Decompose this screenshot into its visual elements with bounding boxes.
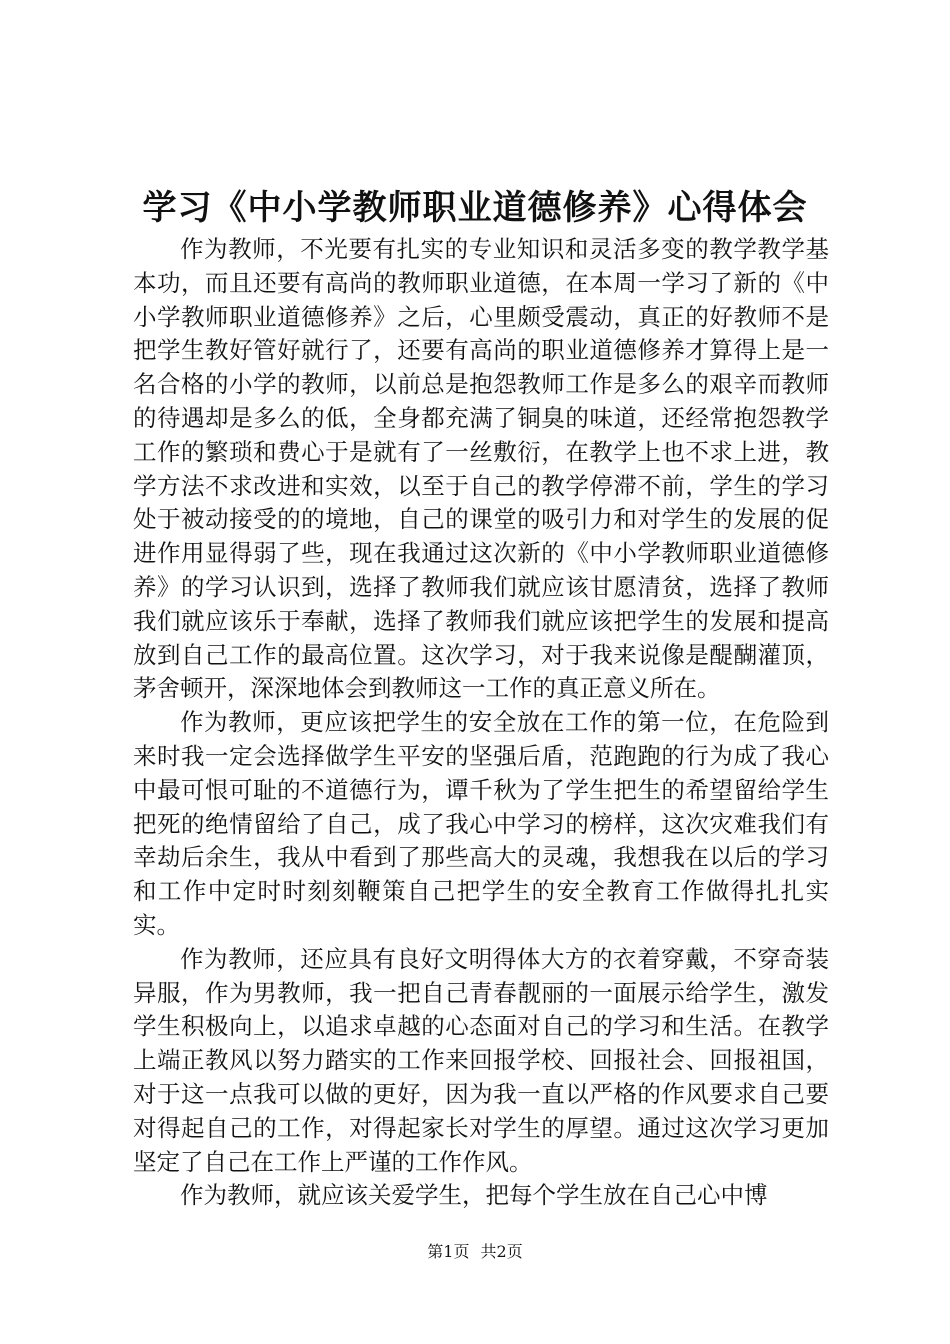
paragraph-4: 作为教师，就应该关爱学生，把每个学生放在自己心中博 bbox=[180, 1181, 768, 1210]
page-total: 共2页 bbox=[480, 1242, 523, 1261]
paragraph-3: 作为教师，还应具有良好文明得体大方的衣着穿戴，不穿奇装异服，作为男教师，我一把自己青春靓丽的一面展示给学生，激发学生积极向上，以追求卓越的心态面对自己的学习和生活。在教学上端正教风以努力踏实的工作来回报学校、回报社会、回报祖国，对于这一点我可以做的更好，因为我一直以严格的作风要求自己要对得起自己的工作，对得起家长对学生的厚望。通过这次学习更加坚定了自己在工作上严谨的工作作风。 bbox=[133, 944, 829, 1176]
document-title: 学习《中小学教师职业道德修养》心得体会 bbox=[142, 188, 808, 228]
page-number: 第1页 bbox=[427, 1242, 470, 1261]
paragraph-2: 作为教师，更应该把学生的安全放在工作的第一位，在危险到来时我一定会选择做学生平安的坚强后盾，范跑跑的行为成了我心中最可恨可耻的不道德行为，谭千秋为了学生把生的希望留给学生把死的绝情留给了自己，成了我心中学习的榜样，这次灾难我们有幸劫后余生，我从中看到了那些高大的灵魂，我想我在以后的学习和工作中定时时刻刻鞭策自己把学生的安全教育工作做得扎扎实实。 bbox=[133, 708, 829, 939]
page-footer bbox=[0, 1240, 950, 1264]
document-body bbox=[133, 233, 829, 1213]
paragraph-1: 作为教师，不光要有扎实的专业知识和灵活多变的教学教学基本功，而且还要有高尚的教师职业道德，在本周一学习了新的《中小学教师职业道德修养》之后，心里颇受震动，真正的好教师不是把学生教好管好就行了，还要有高尚的职业道德修养才算得上是一名合格的小学的教师，以前总是抱怨教师工作是多么的艰辛而教师的待遇却是多么的低，全身都充满了铜臭的味道，还经常抱怨教学工作的繁琐和费心于是就有了一丝敷衍，在教学上也不求上进，教学方法不求改进和实效，以至于自己的教学停滞不前，学生的学习处于被动接受的的境地，自己的课堂的吸引力和对学生的发展的促进作用显得弱了些，现在我通过这次新的《中小学教师职业道德修养》的学习认识到，选择了教师我们就应该甘愿清贫，选择了教师我们就应该乐于奉献，选择了教师我们就应该把学生的发展和提高放到自己工作的最高位置。这次学习，对于我来说像是醍醐灌顶，茅舍顿开，深深地体会到教师这一工作的真正意义所在。 bbox=[133, 235, 829, 703]
